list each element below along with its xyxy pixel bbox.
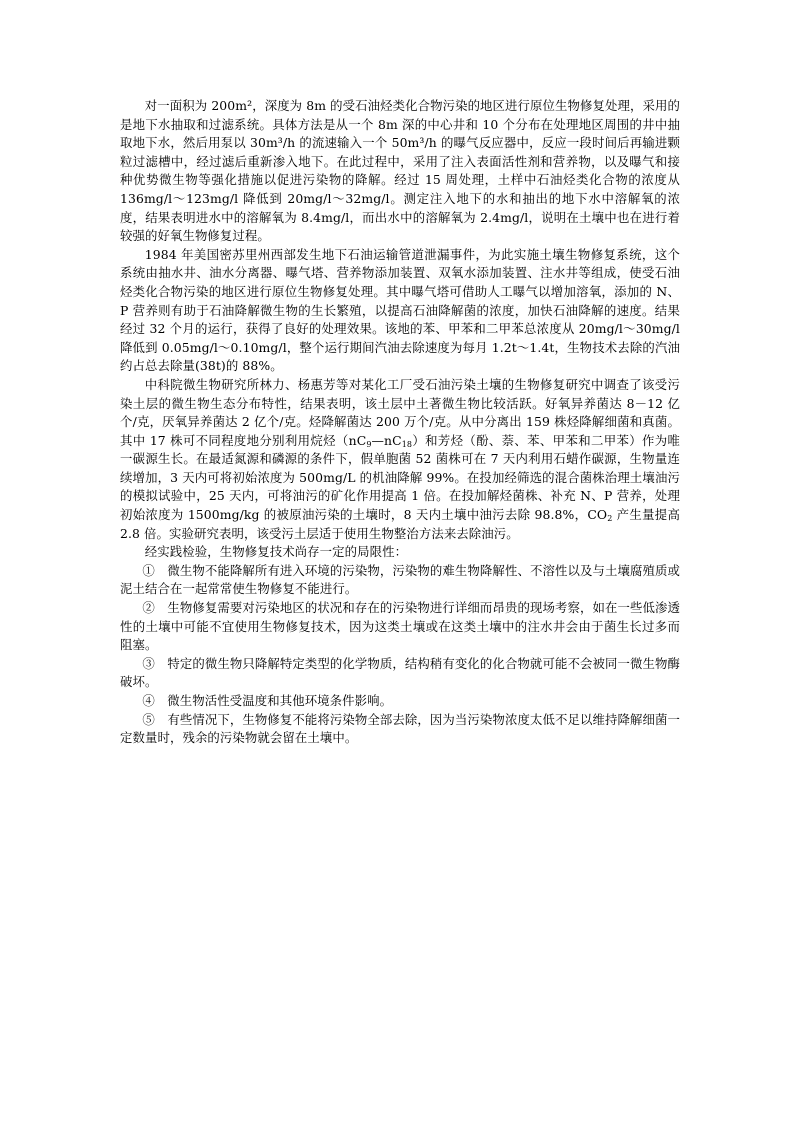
- limitation-item: ② 生物修复需要对污染地区的状况和存在的污染物进行详细而昂贵的现场考察，如在一些低渗透性的土壤中可能不宜使用生物修复技术，因为这类土壤或在这类土壤中的注水井会由于菌生长过多而阻塞。: [120, 600, 680, 653]
- limitations-intro: 经实践检验，生物修复技术尚存一定的局限性：: [144, 544, 408, 560]
- paragraph-in-situ-treatment: 对一面积为 200m²，深度为 8m 的受石油烃类化合物污染的地区进行原位生物修复处理，采用的是地下水抽取和过滤系统。具体方法是从一个 8m 深的中心井和 10 个分布在处理地区周围的井中抽取地下水，然后用泵以 30m³/h 的流速输入一个 50m³/h 的曝气反应器中，反应一段时间后再输进颗粒过滤槽中，经过滤后重新渗入地下。在此过程中，采用了注入表面活性剂和营养物，以及曝气和接种优势微生物等强化措施以促进污染物的降解。经过 15 周处理，土样中石油烃类化合物的浓度从 136mg/l～123mg/l 降低到 20mg/l～32mg/l。测定注入地下的水和抽出的地下水中溶解氧的浓度，结果表明进水中的溶解氧为 8.4mg/l，而出水中的溶解氧为 2.4mg/l，说明在土壤中也在进行着较强的好氧生物修复过程。: [120, 98, 680, 244]
- paragraph-cas-research: [120, 376, 680, 543]
- document-body: [120, 97, 680, 748]
- subscript: 2: [607, 514, 613, 524]
- text-segment: 产生量提高 2.8 倍。实验研究表明，该受污土层适于使用生物整治方法来去除油污。: [120, 507, 680, 541]
- limitation-item: ① 微生物不能降解所有进入环境的污染物，污染物的难生物降解性、不溶性以及与土壤腐殖质或泥土结合在一起常常使生物修复不能进行。: [120, 562, 680, 597]
- text-segment: —nC: [371, 432, 402, 448]
- paragraph-missouri-case: 1984 年美国密苏里州西部发生地下石油运输管道泄漏事件，为此实施土壤生物修复系统，这个系统由抽水井、油水分离器、曝气塔、营养物添加装置、双氧水添加装置、注水井等组成，使受石油烃类化合物污染的地区进行原位生物修复处理。其中曝气塔可借助人工曝气以增加溶氧，添加的 N、P 营养则有助于石油降解微生物的生长繁殖，以提高石油降解菌的浓度，加快石油降解的速度。结果经过 32 个月的运行，获得了良好的处理效果。该地的苯、甲苯和二甲苯总浓度从 20mg/l～30mg/l 降低到 0.05mg/l～0.10mg/l，整个运行期间汽油去除速度为每月 1.2t～1.4t，生物技术去除的汽油约占总去除量(38t)的 88%。: [120, 246, 680, 374]
- limitation-item: ⑤ 有些情况下，生物修复不能将污染物全部去除，因为当污染物浓度太低不足以维持降解细菌一定数量时，残余的污染物就会留在土壤中。: [120, 711, 680, 746]
- subscript: 18: [401, 439, 413, 449]
- limitation-item: ④ 微生物活性受温度和其他环境条件影响。: [142, 693, 393, 708]
- subscript: 9: [366, 439, 372, 449]
- text-segment: 中科院微生物研究所林力、杨惠芳等对某化工厂受石油污染土壤的生物修复研究中调查了该受污染土层的微生物生态分布特性，结果表明，该土层中土著微生物比较活跃。好氧异养菌达 8－12 亿个/克，厌氧异养菌达 2 亿个/克。烃降解菌达 200 万个/克。从中分离出 159 株烃降解细菌和真菌。其中 17 株可不同程度地分别利用烷烃（nC: [120, 376, 680, 448]
- limitation-item: ③ 特定的微生物只降解特定类型的化学物质，结构稍有变化的化合物就可能不会被同一微生物酶破坏。: [120, 655, 680, 690]
- text-segment: ）和芳烃（酚、萘、苯、甲苯和二甲苯）作为唯一碳源生长。在最适氮源和磷源的条件下，假单胞菌 52 菌株可在 7 天内利用石蜡作碳源，生物量连续增加，3 天内可将初始浓度为 500mg/L 的机油降解 99%。在投加经筛选的混合菌株治理土壤油污的模拟试验中，25 天内，可将油污的矿化作用提高 1 倍。在投加解烃菌株、补充 N、P 营养，处理初始浓度为 1500mg/kg 的被原油污染的土壤时，8 天内土壤中油污去除 98.8%，CO: [120, 432, 680, 523]
